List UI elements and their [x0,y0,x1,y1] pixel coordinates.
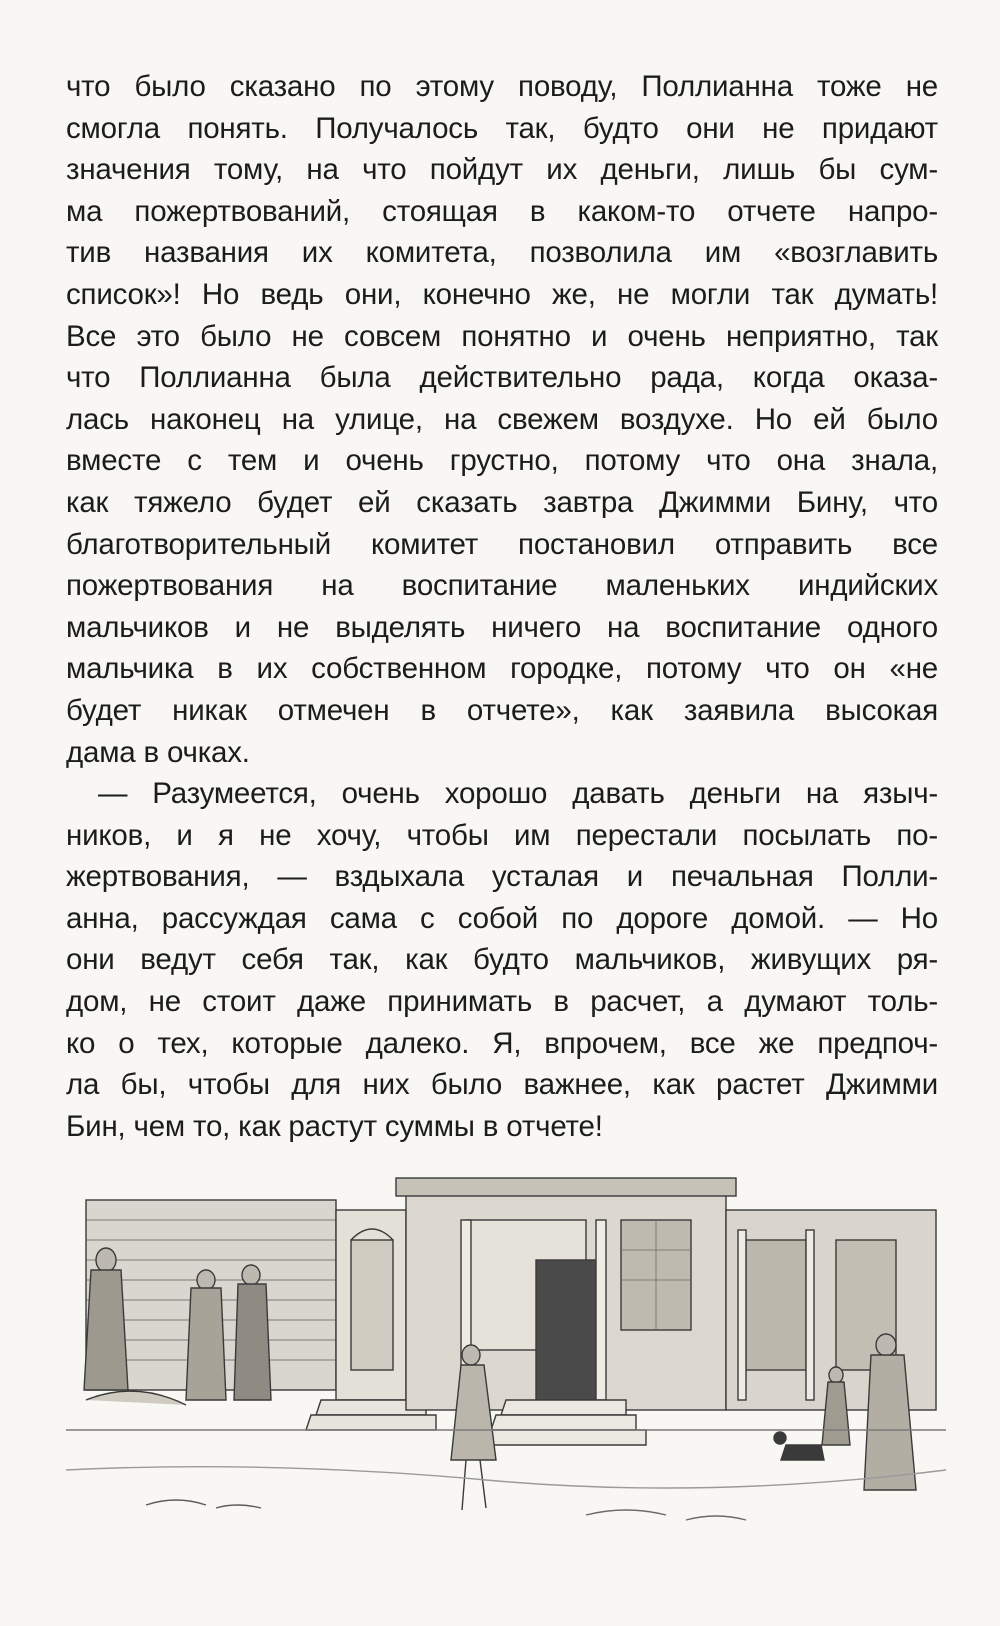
text-line: ников, и я не хочу, чтобы им перестали посылать по- [66,818,938,852]
text-line: вместе с тем и очень грустно, потому что она знала, [66,444,938,478]
text-line: значения тому, на что пойдут их деньги, лишь бы сум- [66,153,938,187]
paragraph [66,773,938,1147]
text-line: Бин, чем то, как растут суммы в отчете! [66,1109,603,1143]
text-line: анна, рассуждая сама с собой по дороге домой. — Но [66,901,938,935]
text-line: мальчика в их собственном городке, потому что он «не [66,652,938,686]
text-line: благотворительный комитет постановил отправить все [66,527,938,561]
text-line: ма пожертвований, стоящая в каком-то отчете напро- [66,194,938,228]
text-line: мальчиков и не выделять ничего на воспитание одного [66,610,938,644]
text-line: ла бы, чтобы для них было важнее, как растет Джимми [66,1068,938,1102]
text-line: — Разумеется, очень хорошо давать деньги на языч- [98,777,938,811]
text-line: Все это было не совсем понятно и очень неприятно, так [66,319,938,353]
text-line: что Поллианна была действительно рада, когда оказа- [66,361,938,395]
text-line: они ведут себя так, как будто мальчиков, живущих ря- [66,943,938,977]
paragraph [66,66,938,773]
text-line: дом, не стоит даже принимать в расчет, а думают толь- [66,985,938,1019]
text-line: жертвования, — вздыхала усталая и печальная Полли- [66,860,938,894]
text-line: ко о тех, которые далеко. Я, впрочем, все же предпоч- [66,1026,938,1060]
text-line: будет никак отмечен в отчете», как заявила высокая [66,693,938,727]
body-text [66,66,938,1147]
text-line: лась наконец на улице, на свежем воздухе. Но ей было [66,402,938,436]
text-line: дама в очках. [66,735,250,769]
text-line: как тяжело будет ей сказать завтра Джимми Бину, что [66,485,938,519]
text-line: список»! Но ведь они, конечно же, не могли так думать! [66,277,938,311]
text-line: пожертвования на воспитание маленьких индийских [66,569,938,603]
text-line: тив названия их комитета, позволила им «возглавить [66,236,938,270]
text-line: что было сказано по этому поводу, Поллианна тоже не [66,70,938,103]
street-scene-drawing [66,1170,946,1570]
street-scene-illustration [66,1170,946,1570]
text-line: смогла понять. Получалось так, будто они не придают [66,111,938,145]
